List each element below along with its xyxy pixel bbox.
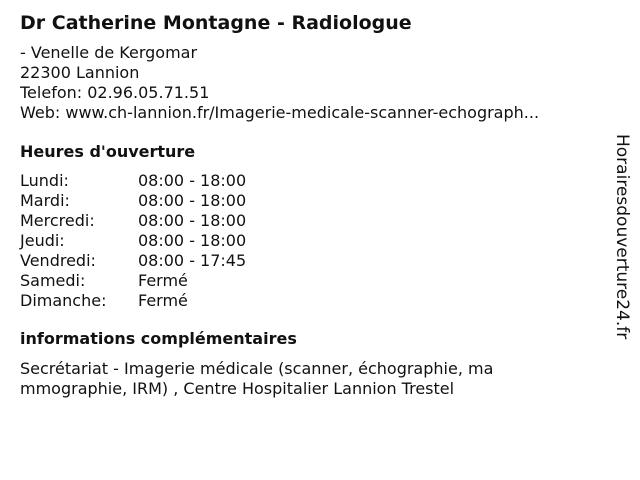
day-label: Mercredi: xyxy=(20,211,95,230)
opening-hours-table xyxy=(20,171,246,311)
day-hours: 08:00 - 18:00 xyxy=(138,191,247,210)
doctor-name: Dr Catherine Montagne - Radiologue xyxy=(20,12,412,34)
address-city: 22300 Lannion xyxy=(20,63,140,82)
day-hours: Fermé xyxy=(138,271,188,290)
hours-row-saturday xyxy=(20,271,246,291)
opening-hours-heading: Heures d'ouverture xyxy=(20,142,196,161)
phone-number[interactable]: Telefon: 02.96.05.71.51 xyxy=(20,83,210,102)
website-link[interactable]: Web: www.ch-lannion.fr/Imagerie-medicale-scanner-echograph... xyxy=(20,103,540,122)
day-label: Samedi: xyxy=(20,271,86,290)
day-hours: 08:00 - 17:45 xyxy=(138,251,247,270)
additional-info-heading: informations complémentaires xyxy=(20,329,297,348)
day-hours: 08:00 - 18:00 xyxy=(138,231,247,250)
day-hours: Fermé xyxy=(138,291,188,310)
day-hours: 08:00 - 18:00 xyxy=(138,211,247,230)
day-label: Vendredi: xyxy=(20,251,96,270)
doctor-card xyxy=(20,10,610,399)
day-label: Lundi: xyxy=(20,171,69,190)
contact-block xyxy=(20,43,610,123)
hours-row-friday xyxy=(20,251,246,271)
day-label: Jeudi: xyxy=(20,231,65,250)
additional-info-text: Secrétariat - Imagerie médicale (scanner, échographie, mammographie, IRM) , Centre Hospitalier Lannion Trestel xyxy=(20,359,494,398)
day-label: Mardi: xyxy=(20,191,70,210)
hours-row-thursday xyxy=(20,231,246,251)
day-hours: 08:00 - 18:00 xyxy=(138,171,247,190)
hours-row-tuesday xyxy=(20,191,246,211)
hours-row-sunday xyxy=(20,291,246,311)
day-label: Dimanche: xyxy=(20,291,107,310)
site-watermark: Horairesdouverture24.fr xyxy=(612,134,632,340)
hours-row-wednesday xyxy=(20,211,246,231)
address-street: - Venelle de Kergomar xyxy=(20,43,198,62)
hours-row-monday xyxy=(20,171,246,191)
